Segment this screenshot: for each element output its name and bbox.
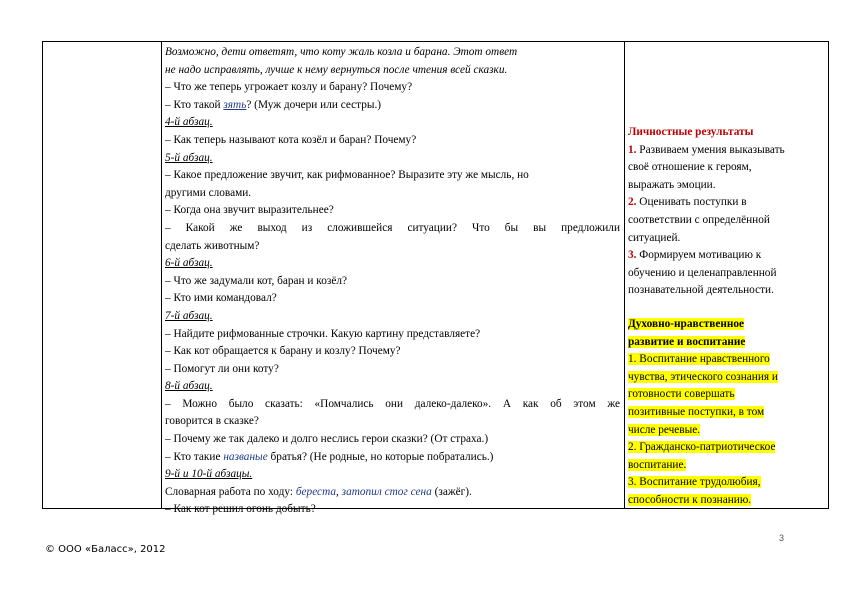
outcome-number: 1.	[628, 143, 637, 156]
question-line: – Какой же выход из сложившейся ситуации? Что бы вы предложили	[165, 221, 620, 234]
moral-heading-text: развитие и воспитание	[628, 335, 746, 348]
highlighted-text: 1. Воспитание нравственного	[628, 353, 770, 366]
question-line: – Как кот решил огонь добыть?	[165, 503, 316, 516]
moral-line	[628, 439, 826, 457]
text-fragment: Оценивать поступки в	[636, 196, 747, 209]
vocabulary-word: береста	[295, 485, 337, 498]
outcome-line: своё отношение к героям,	[628, 161, 752, 174]
text-fragment: ,	[336, 485, 342, 498]
highlighted-text: позитивные поступки, в том	[628, 405, 765, 418]
highlighted-text: готовности совершать	[628, 388, 735, 401]
text-fragment: братья? (Не родные, но которые побратались.)	[267, 450, 494, 463]
column-divider-2	[624, 42, 625, 508]
lesson-table	[42, 41, 829, 516]
paragraph-heading: 4-й абзац.	[165, 116, 213, 129]
moral-heading-line	[628, 316, 826, 334]
question-line: – Какое предложение звучит, как рифмованное? Выразите эту же мысль, но	[165, 169, 529, 182]
moral-line	[628, 474, 826, 492]
teacher-note-line: Возможно, дети ответят, что коту жаль козла и барана. Этот ответ	[165, 46, 518, 58]
question-line: – Что же задумали кот, баран и козёл?	[165, 274, 347, 287]
question-line: – Что же теперь угрожает козлу и барану? Почему?	[165, 81, 413, 94]
text-fragment: (зажёг).	[431, 485, 472, 498]
paragraph-heading: 9-й и 10-й абзацы.	[165, 468, 253, 481]
outcome-line	[628, 194, 826, 212]
moral-line	[628, 386, 826, 404]
lesson-content-column	[165, 44, 620, 519]
vocabulary-word: названые	[223, 450, 268, 463]
question-line: – Когда она звучит выразительнее?	[165, 204, 334, 217]
moral-line	[628, 492, 826, 510]
question-line: – Как кот обращается к барану и козлу? Почему?	[165, 345, 401, 358]
paragraph-heading: 7-й абзац.	[165, 309, 213, 322]
spacer	[628, 300, 826, 316]
question-line: сделать животным?	[165, 239, 260, 252]
outcome-line: соответствии с определённой	[628, 213, 770, 226]
paragraph-heading: 6-й абзац.	[165, 257, 213, 270]
moral-heading-text: Духовно-нравственное	[628, 317, 745, 330]
moral-line	[628, 404, 826, 422]
outcome-line: познавательной деятельности.	[628, 284, 774, 297]
column-divider-1	[161, 42, 162, 508]
question-line: говорится в сказке?	[165, 415, 259, 428]
question-line: – Кто ими командовал?	[165, 292, 277, 305]
question-line: – Почему же так далеко и долго неслись герои сказки? (От страха.)	[165, 433, 489, 446]
text-fragment: Словарная работа по ходу:	[165, 485, 296, 498]
moral-line	[628, 457, 826, 475]
copyright-footer: © ООО «Баласс», 2012	[45, 544, 166, 555]
outcome-number: 3.	[628, 249, 637, 262]
highlighted-text: воспитание.	[628, 458, 687, 471]
highlighted-text: 2. Гражданско-патриотическое	[628, 441, 776, 454]
outcome-number: 2.	[628, 196, 637, 209]
paragraph-heading: 8-й абзац.	[165, 380, 213, 393]
text-fragment: – Кто такой	[165, 98, 224, 111]
outcome-line	[628, 247, 826, 265]
highlighted-text: способности к познанию.	[628, 493, 752, 506]
moral-line	[628, 422, 826, 440]
highlighted-text: 3. Воспитание трудолюбия,	[628, 476, 761, 489]
outcome-line	[628, 142, 826, 160]
question-line: – Как теперь называют кота козёл и баран? Почему?	[165, 133, 417, 146]
personal-results-heading: Личностные результаты	[628, 126, 754, 138]
question-line	[165, 97, 620, 115]
outcome-line: ситуацией.	[628, 231, 681, 244]
vocabulary-word: зять	[223, 98, 247, 111]
highlighted-text: чувства, этического сознания и	[628, 370, 778, 383]
page-number: 3	[779, 533, 785, 543]
text-fragment: Развиваем умения выказывать	[636, 143, 785, 156]
moral-line	[628, 369, 826, 387]
vocabulary-line	[165, 484, 620, 502]
moral-line	[628, 351, 826, 369]
moral-heading-line	[628, 334, 826, 352]
outcome-line: выражать эмоции.	[628, 178, 716, 191]
text-fragment: – Кто такие	[165, 450, 224, 463]
question-line: – Помогут ли они коту?	[165, 362, 279, 375]
outcomes-column	[628, 124, 826, 509]
question-line	[165, 449, 620, 467]
vocabulary-word: затопил стог сена	[341, 485, 432, 498]
outcome-line: обучению и целенаправленной	[628, 266, 777, 279]
text-fragment: ? (Муж дочери или сестры.)	[246, 98, 382, 111]
question-line: другими словами.	[165, 186, 252, 199]
question-line: – Найдите рифмованные строчки. Какую картину представляете?	[165, 327, 481, 340]
text-fragment: Формируем мотивацию к	[636, 249, 762, 262]
question-line: – Можно было сказать: «Помчались они далеко-далеко». А как об этом же	[165, 397, 620, 410]
highlighted-text: числе речевые.	[628, 423, 701, 436]
paragraph-heading: 5-й абзац.	[165, 151, 213, 164]
teacher-note-line: не надо исправлять, лучше к нему вернуться после чтения всей сказки.	[165, 63, 508, 76]
